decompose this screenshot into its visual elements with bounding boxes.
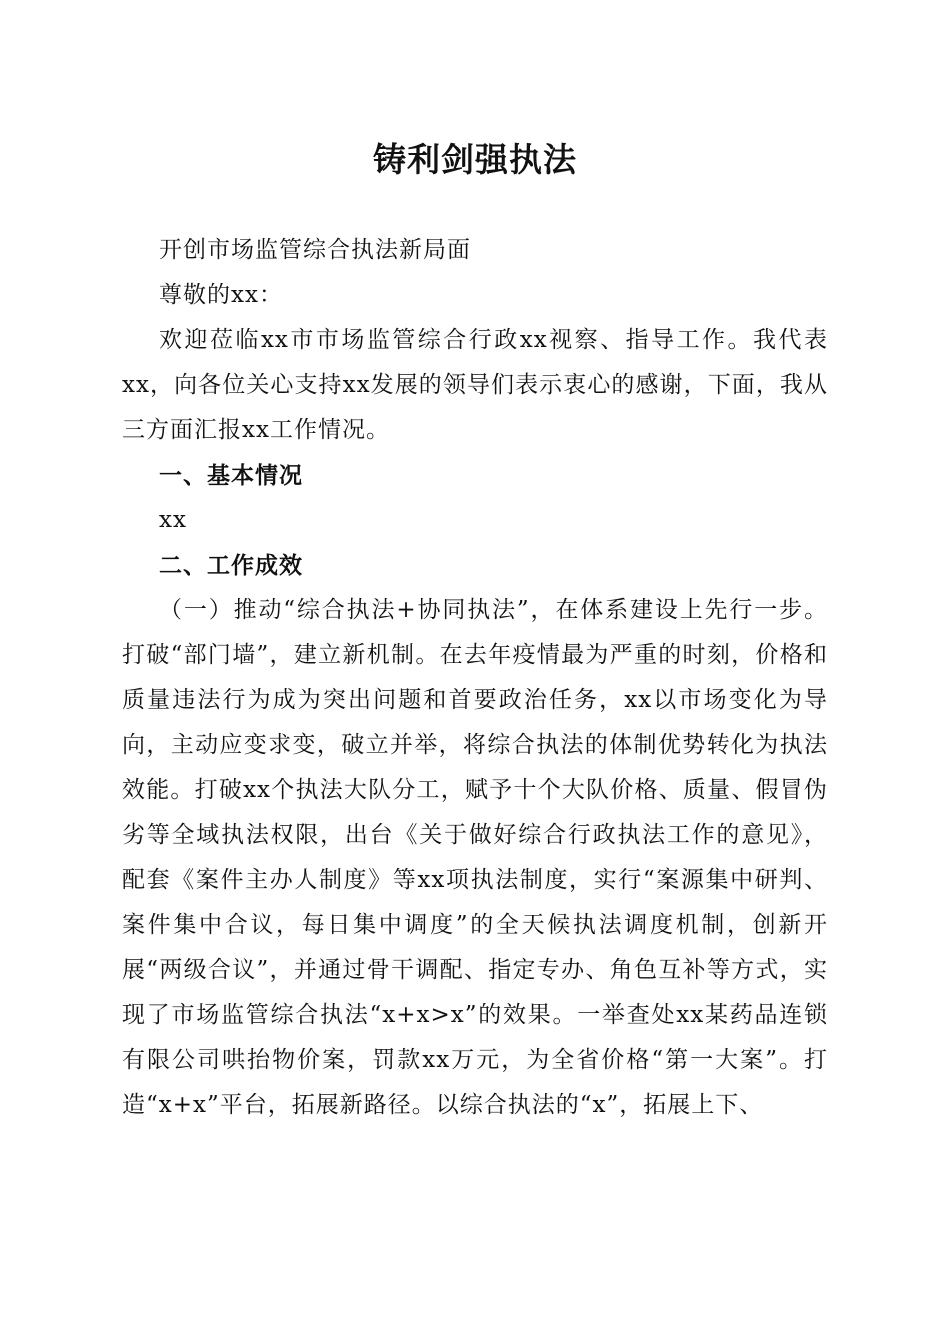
section-heading-results: 二、工作成效 (159, 552, 303, 579)
section-body-basic: xx (159, 507, 187, 533)
document-title: 铸利剑强执法 (373, 140, 577, 179)
intro-paragraph: 欢迎莅临xx市市场监管综合行政xx视察、指导工作。我代表xx，向各位关心支持xx发展的领导们表示衷心的感谢，下面，我从三方面汇报xx工作情况。 (122, 327, 828, 443)
subtitle-paragraph: 开创市场监管综合执法新局面 (159, 237, 471, 263)
results-paragraph-1: （一）推动“综合执法+协同执法”，在体系建设上先行一步。打破“部门墙”，建立新机制。在去年疫情最为严重的时刻，价格和质量违法行为成为突出问题和首要政治任务，xx以市场变化为导向，主动应变求变，破立并举，将综合执法的体制优势转化为执法效能。打破xx个执法大队分工，赋予十个大队价格、质量、假冒伪劣等全域执法权限，出台《关于做好综合行政执法工作的意见》，配套《案件主办人制度》等xx项执法制度，实行“案源集中研判、案件集中合议，每日集中调度”的全天候执法调度机制，创新开展“两级合议”，并通过骨干调配、指定专办、角色互补等方式，实现了市场监管综合执法“x+x>x”的效果。一举查处xx某药品连锁有限公司哄抬物价案，罚款xx万元，为全省价格“第一大案”。打造“x+x”平台，拓展新路径。以综合执法的“x”，拓展上下、 (122, 597, 828, 1118)
section-heading-basic: 一、基本情况 (159, 462, 303, 489)
salutation-paragraph: 尊敬的xx： (159, 282, 283, 308)
document-body (122, 228, 828, 1128)
